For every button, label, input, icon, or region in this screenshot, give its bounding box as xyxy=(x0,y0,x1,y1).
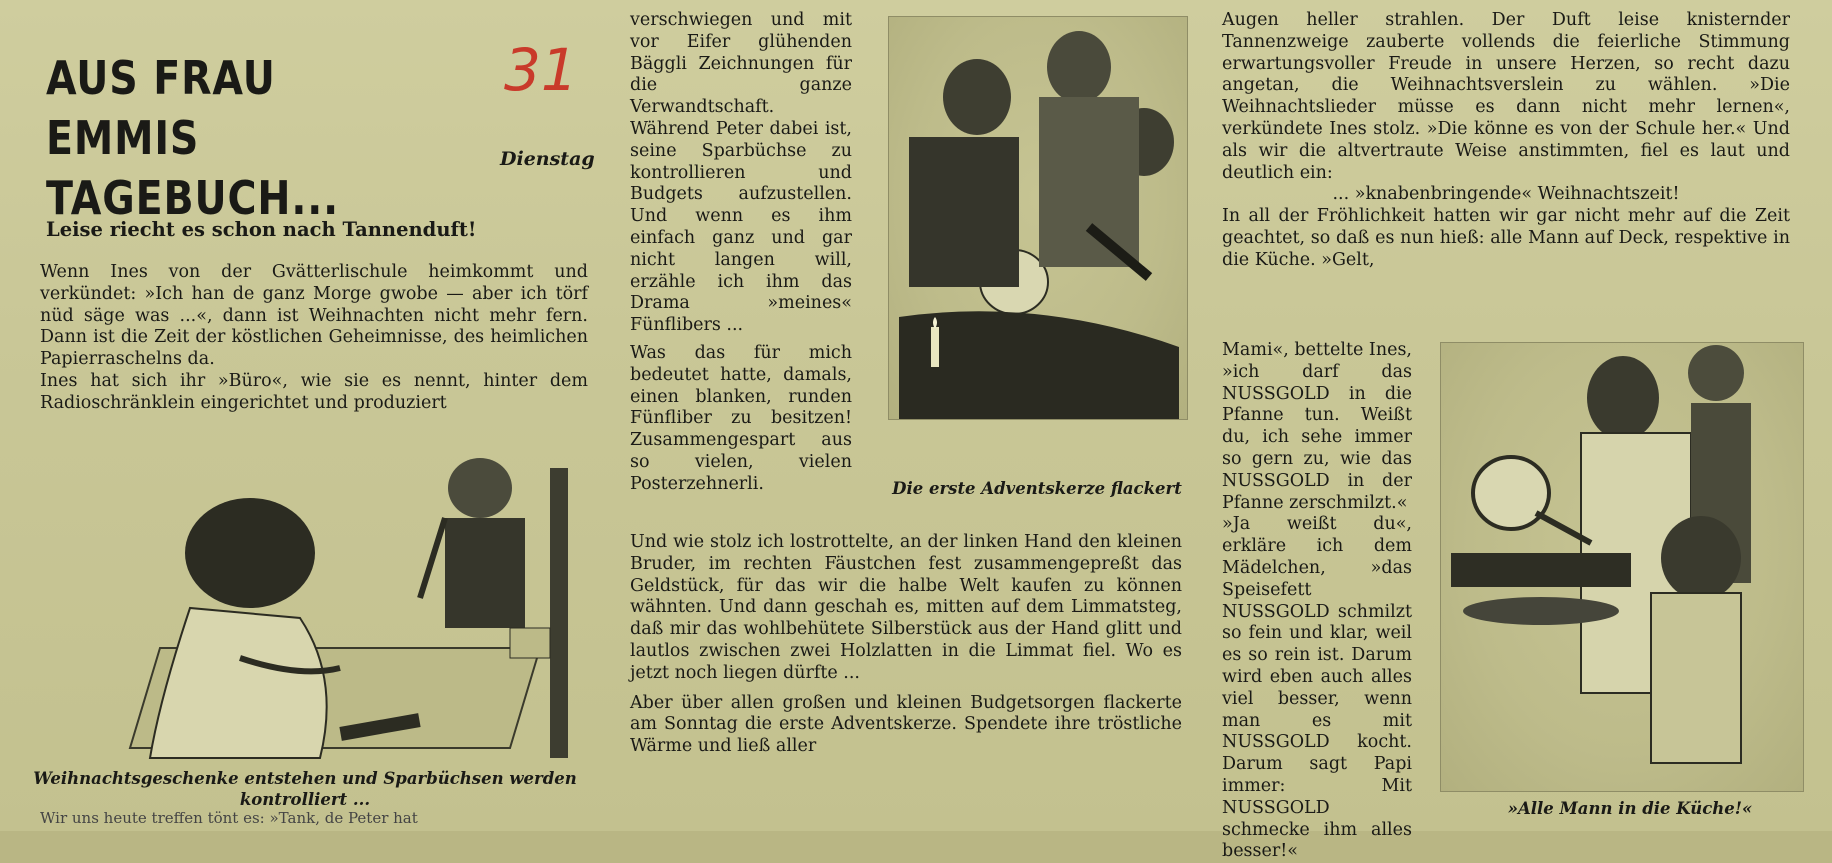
col1-paragraph-2: Ines hat sich ihr »Büro«, wie sie es nennt, hinter dem Radioschränklein eingerichtet und produziert xyxy=(40,370,588,413)
col2-paragraph-2: Was das für mich bedeutet hatte, damals, einen blanken, runden Fünfliber zu besitzen! Zusammengespart aus so vielen, vielen Posterzehnerli. xyxy=(630,342,852,494)
children-illustration xyxy=(40,458,580,770)
caption-kitchen: »Alle Mann in die Küche!« xyxy=(1507,799,1753,818)
col3-paragraph-1: Augen heller strahlen. Der Duft leise knisternder Tannenzweige zauberte vollends die feierliche Stimmung erwartungsvoller Freude in unsere Herzen, so recht dazu angetan, die Weihnachtsverslein zu wählen. »Die Weihnachtslieder müsse es dann nicht mehr lernen«, verkündete Ines stolz. »Die könne es von der Schule her.« Und als wir die altvertraute Weise anstimmten, fiel es laut und deutlich ein: xyxy=(1222,10,1790,183)
caption-children: Weihnachtsgeschenke entstehen und Sparbüchsen werden kontrolliert ... xyxy=(33,769,577,809)
col3-quote: ... »knabenbringende« Weihnachtszeit! xyxy=(1332,184,1680,205)
col2-paragraph-1: verschwiegen und mit vor Eifer glühenden Bäggli Zeichnungen für die ganze Verwandtschaft. Während Peter dabei ist, seine Sparbüchse zu kontrollieren und Budgets aufzustellen. Und wenn es ihm einfach ganz und gar nicht langen will, erzähle ich ihm das Drama »meines« Fünflibers ... xyxy=(630,10,852,336)
handwritten-number: 31 xyxy=(504,36,578,104)
col1-paragraph-1: Wenn Ines von der Gvätterlischule heimkommt und verkündet: »Ich han de ganz Morge gwobe — aber ich törf nüd säge was ...«, dann ist Weihnachten nicht mehr fern. Dann ist die Zeit der köstlichen Geheimnisse, des heimlichen Papierraschelns da. xyxy=(40,262,588,370)
day-label: Dienstag xyxy=(500,148,595,170)
column-1 xyxy=(40,262,588,415)
headline-line-1: AUS FRAU EMMIS xyxy=(46,51,276,165)
subheading: Leise riecht es schon nach Tannenduft! xyxy=(46,218,477,241)
column-2-upper xyxy=(630,10,852,496)
family-singing-drawing-icon xyxy=(889,17,1187,419)
article-headline xyxy=(46,48,407,228)
col3-paragraph-2: In all der Fröhlichkeit hatten wir gar nicht mehr auf die Zeit geachtet, so daß es nun hieß: alle Mann auf Deck, respektive in die Küche. »Gelt, xyxy=(1222,206,1790,270)
column-2-lower xyxy=(630,532,1182,758)
col3-paragraph-3: Mami«, bettelte Ines, »ich darf das NUSSGOLD in die Pfanne tun. Weißt du, ich sehe immer so gern zu, wie das NUSSGOLD in der Pfanne zerschmilzt.« xyxy=(1222,340,1412,513)
caption-candle: Die erste Adventskerze flackert xyxy=(892,479,1182,498)
col2-paragraph-3: Und wie stolz ich lostrottelte, an der linken Hand den kleinen Bruder, im rechten Fäustchen fest zusammengepreßt das Geldstück, für das wir die halbe Welt kaufen zu können wähnten. Und dann geschah es, mitten auf dem Limmatsteg, daß mir das wohlbehütete Silberstück aus der Hand glitt und lautlos zwischen zwei Holzlatten in die Limmat fiel. Wo es jetzt noch liegen dürfte ... xyxy=(630,532,1182,683)
col3-paragraph-4: »Ja weißt du«, erkläre ich dem Mädelchen, »das Speisefett NUSSGOLD schmilzt so fein und klar, weil es so rein ist. Darum wird eben auch alles viel besser, wenn man es mit NUSSGOLD kocht. Darum sagt Papi immer: Mit NUSSGOLD schmecke ihm alles besser!« xyxy=(1222,514,1412,862)
column-3-upper xyxy=(1222,10,1790,272)
mother-child-cooking-drawing-icon xyxy=(1441,343,1803,791)
advent-illustration xyxy=(888,16,1188,420)
headline-line-2: TAGEBUCH... xyxy=(46,171,339,225)
col2-paragraph-4: Aber über allen großen und kleinen Budgetsorgen flackerte am Sonntag die erste Adventskerze. Spendete ihre tröstliche Wärme und ließ aller xyxy=(630,692,1182,757)
children-drawing-icon xyxy=(40,458,580,770)
kitchen-illustration xyxy=(1440,342,1804,792)
cut-off-text: Wir uns heute treffen tönt es: »Tank, de Peter hat xyxy=(40,809,418,827)
column-3-lower xyxy=(1222,340,1412,863)
